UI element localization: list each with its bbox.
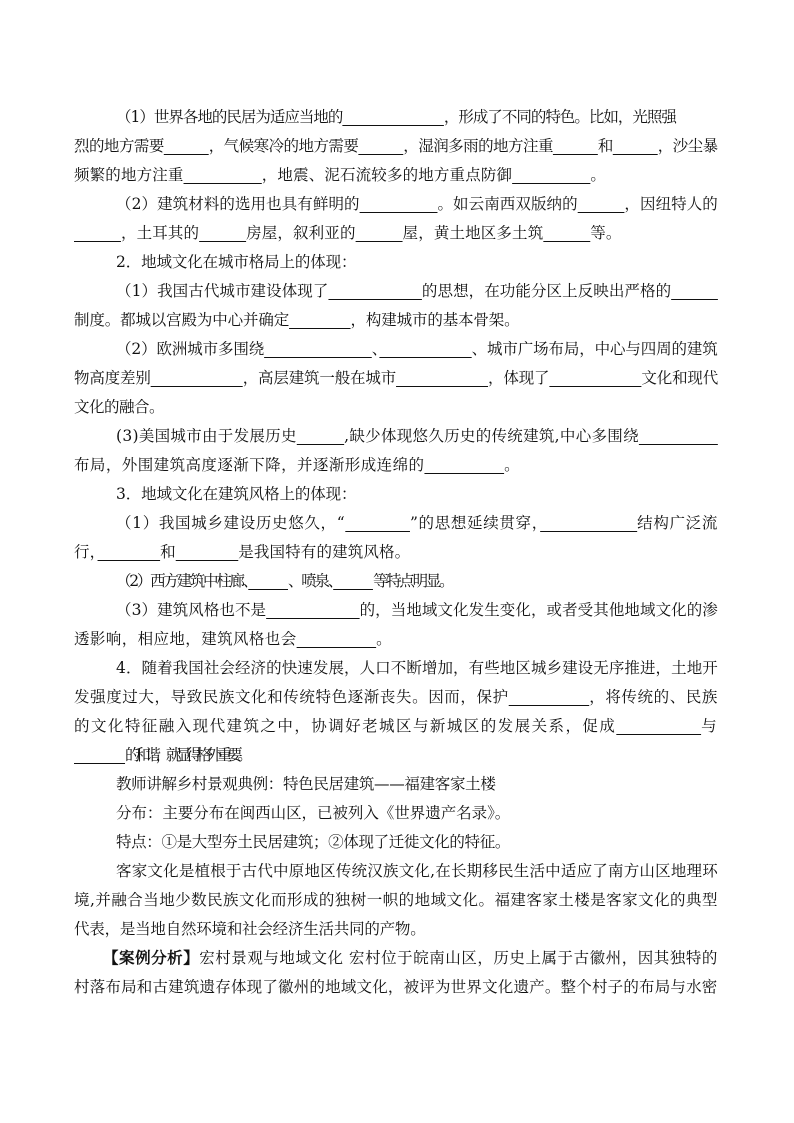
text-segment: 行， [74,543,98,561]
text-segment: （1）我国古代城市建设体现了 [116,282,329,300]
blank-underline [333,572,373,590]
text-line [103,943,718,973]
text-line [74,914,426,944]
text-segment: 。如云南西双版纳的 [437,195,578,213]
text-segment: 代表，是当地自然环境和社会经济生活共同的产物。 [74,920,426,938]
blank-underline [297,630,377,648]
text-segment: ，将传统的、民族 [589,688,719,706]
text-segment: (3)美国城市由于发展历史 [116,427,297,445]
blank-underline [549,369,641,387]
text-segment: 与 [701,717,719,735]
text-line [74,711,718,741]
blank-underline [379,340,471,358]
text-segment: 透影响，相应地，建筑风格也会 [74,630,297,648]
text-segment: 的思想，在功能分区上反映出严格的 [421,282,672,300]
text-segment: 、喷泉、 [288,572,334,590]
blank-underline [509,688,590,706]
text-line [74,131,718,161]
text-line [116,566,452,596]
text-segment: 布局，外围建筑高度逐渐下降，并逐渐形成连绵的 [74,456,425,474]
blank-underline [639,427,718,445]
text-segment: （3）建筑风格也不是 [116,601,267,619]
text-segment: 发强度过大，导致民族文化和传统特色逐渐丧失。因而，保护 [74,688,509,706]
text-segment: 。 [376,630,393,648]
text-segment: 频繁的地方注重 [74,166,184,184]
text-segment: 、 [371,340,380,358]
text-segment: ”的思想延续贯穿， [409,514,541,532]
blank-underline [512,166,590,184]
blank-underline [74,224,121,242]
text-line [74,392,164,422]
blank-underline [671,282,718,300]
text-segment: （1）我国城乡建设历史悠久，“ [116,514,346,532]
blank-underline [342,108,444,126]
blank-underline [151,369,243,387]
text-segment: ，气候寒冷的地方需要 [208,137,359,155]
blank-underline [396,369,488,387]
text-segment: 、城市广场布局，中心与四周的建筑 [471,340,718,358]
text-segment: 屋，黄土地区多土筑 [402,224,544,242]
text-segment: 的，当地域文化发生变化，或者受其他地域文化的渗 [359,601,718,619]
text-segment: ，地震、泥石流较多的地方重点防御 [261,166,513,184]
text-line [116,189,718,219]
text-segment: ，构建城市的基本骨架。 [350,311,520,329]
text-segment: 。 [590,166,607,184]
text-segment: 是我国特有的建筑风格。 [238,543,411,561]
text-segment: 文化的融合。 [74,398,165,416]
text-segment: 烈的地方需要 [74,137,164,155]
text-line [74,363,718,393]
text-segment: （2）西方建筑中柱廊、 [116,572,249,590]
blank-underline [199,224,246,242]
blank-underline [328,282,421,300]
text-segment: 宏村景观与地域文化 宏村位于皖南山区，历史上属于古徽州，因其独特的 [199,949,718,967]
text-segment: 等特点明显。 [372,572,453,590]
text-segment: 的和谐，就显得格外重要。 [125,746,248,764]
text-segment: 3．地域文化在建筑风格上的体现： [116,485,357,503]
text-segment: ,缺少体现悠久历史的传统建筑,中心多围绕 [344,427,639,445]
text-segment: ，因纽特人的 [624,195,718,213]
text-segment: ，体现了 [488,369,550,387]
blank-underline [289,311,350,329]
text-line [116,102,676,132]
text-line [116,827,510,857]
text-line [116,653,718,683]
blank-underline [358,137,403,155]
text-segment: 文化和现代 [641,369,719,387]
text-line [74,682,718,712]
blank-underline [266,601,359,619]
text-line [116,769,496,799]
text-segment: 和 [597,137,613,155]
text-segment: 特点：①是大型夯土民居建筑；②体现了迁徙文化的特征。 [116,833,511,851]
text-segment: 客家文化是植根于古代中原地区传统汉族文化,在长期移民生活中适应了南方山区地理环 [116,862,718,880]
text-line [116,856,718,886]
text-segment: 和 [160,543,176,561]
blank-underline [297,427,344,445]
blank-underline [540,514,637,532]
text-line [74,885,718,915]
text-segment: ，土耳其的 [120,224,200,242]
case-label: 【案例分析】 [103,948,200,967]
text-line [74,218,622,248]
text-segment: 境,并融合当地少数民族文化而形成的独树一帜的地域文化。福建客家土楼是客家文化的典型 [74,891,718,909]
blank-underline [613,137,658,155]
text-line [74,537,410,567]
text-line [116,247,356,277]
text-segment: 物高度差别 [74,369,151,387]
text-segment: 制度。都城以宫殿为中心并确定 [74,311,290,329]
text-segment: （1）世界各地的民居为适应当地的 [116,108,343,126]
text-line [116,479,356,509]
blank-underline [360,195,438,213]
blank-underline [74,746,125,764]
blank-underline [578,195,625,213]
text-segment: ，高层建筑一般在城市 [242,369,397,387]
text-segment: 结构广泛流 [637,514,719,532]
text-line [116,276,718,306]
text-segment: 分布：主要分布在闽西山区，已被列入《世界遗产名录》。 [116,804,511,822]
blank-underline [164,137,209,155]
blank-underline [176,543,239,561]
text-line [116,334,718,364]
text-segment: ，湿润多雨的地方注重 [403,137,553,155]
blank-underline [356,224,403,242]
text-line [74,450,520,480]
text-line [74,624,392,654]
text-line [116,798,510,828]
blank-underline [98,543,161,561]
text-line [116,595,718,625]
text-line [74,160,606,190]
text-line [116,508,718,538]
blank-underline [553,137,598,155]
text-segment: （2）欧洲城市多围绕 [116,340,265,358]
text-segment: 等。 [590,224,622,242]
text-segment: 2．地域文化在城市格局上的体现： [116,253,357,271]
text-segment: 村落布局和古建筑遗存体现了徽州的地域文化，被评为世界文化遗产。整个村子的布局与水密 [74,978,718,996]
text-segment: 房屋，叙利亚的 [246,224,356,242]
blank-underline [264,340,372,358]
text-line [116,421,718,451]
text-segment: 4．随着我国社会经济的快速发展，人口不断增加，有些地区城乡建设无序推进，土地开 [116,659,718,677]
blank-underline [248,572,288,590]
text-line [74,972,718,1002]
blank-underline [184,166,262,184]
text-line [74,305,520,335]
text-segment: 的文化特征融入现代建筑之中，协调好老城区与新城区的发展关系，促成 [74,717,617,735]
text-segment: ，形成了不同的特色。比如，光照强 [443,108,676,126]
text-segment: 教师讲解乡村景观典例：特色民居建筑——福建客家土楼 [116,775,496,793]
text-segment: 。 [504,456,521,474]
text-segment: （2）建筑材料的选用也具有鲜明的 [116,195,360,213]
text-segment: ，沙尘暴 [657,137,718,155]
blank-underline [616,717,701,735]
blank-underline [424,456,504,474]
blank-underline [345,514,410,532]
blank-underline [543,224,590,242]
text-line [74,740,248,770]
